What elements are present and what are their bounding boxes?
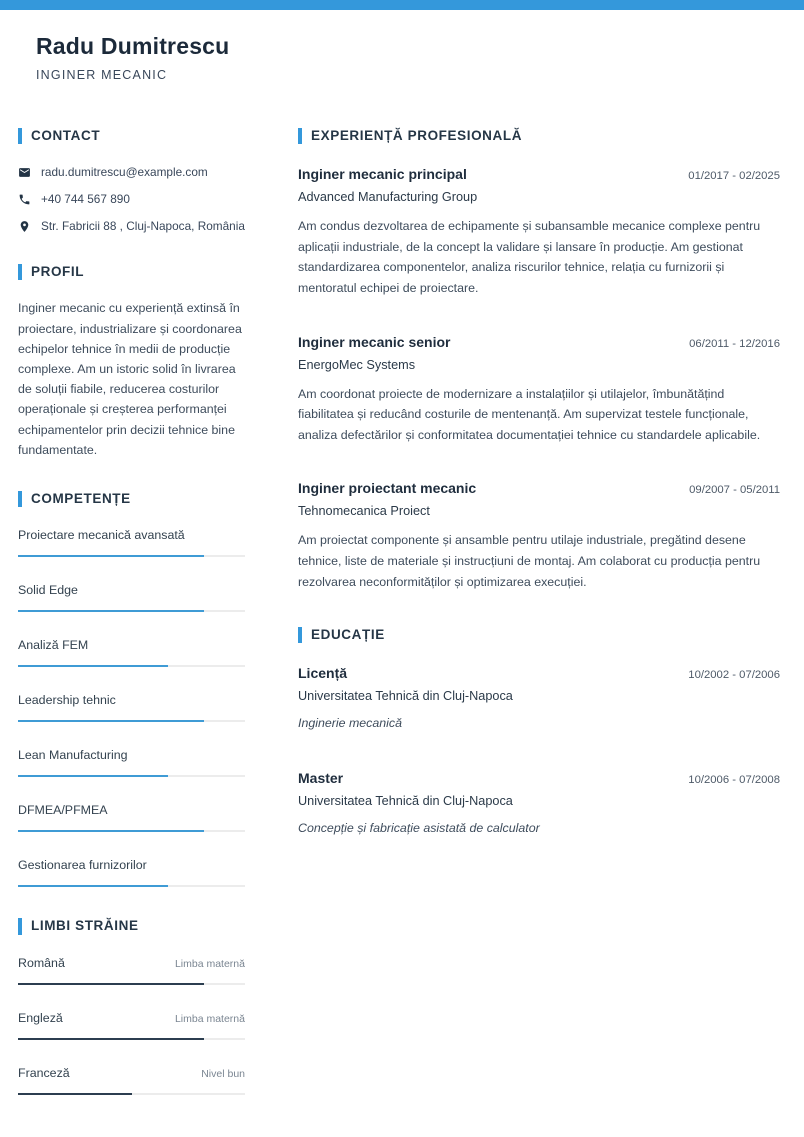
- language-name: Română: [18, 955, 65, 970]
- skill-item: [18, 583, 245, 612]
- experience-company: Advanced Manufacturing Group: [298, 190, 478, 205]
- profile-section: [18, 264, 245, 460]
- experience-dates: 06/2011 - 12/2016: [689, 337, 780, 350]
- language-row: [18, 1011, 245, 1025]
- language-item: [18, 956, 245, 985]
- experience-job-title: Inginer mecanic senior: [298, 333, 451, 350]
- skill-bar-fill: [18, 775, 168, 777]
- education-field: Concepție și fabricație asistată de calculator: [298, 821, 540, 836]
- experience-item: [298, 166, 780, 298]
- skill-label: Gestionarea furnizorilor: [18, 858, 147, 873]
- candidate-name: Radu Dumitrescu: [36, 33, 230, 59]
- sidebar: [18, 128, 245, 1126]
- education-degree: Master: [298, 770, 344, 787]
- contact-text: +40 744 567 890: [41, 192, 130, 207]
- skill-label: Proiectare mecanică avansată: [18, 528, 185, 543]
- education-item: [298, 770, 780, 835]
- language-item: [18, 1011, 245, 1040]
- education-section: [298, 627, 780, 835]
- skill-bar-fill: [18, 830, 204, 832]
- skill-bar-track: [18, 775, 245, 777]
- email-icon: [18, 166, 31, 179]
- experience-section: [298, 128, 780, 592]
- experience-company: Tehnomecanica Proiect: [298, 504, 430, 519]
- skills-heading: COMPETENȚE: [18, 491, 245, 507]
- education-degree: Licență: [298, 665, 348, 682]
- contact-item: [18, 219, 245, 233]
- language-bar-track: [18, 983, 245, 985]
- content-columns: [0, 128, 804, 1126]
- contact-list: [18, 165, 245, 233]
- experience-heading: EXPERIENȚĂ PROFESIONALĂ: [298, 128, 780, 144]
- skill-item: [18, 748, 245, 777]
- skill-bar-track: [18, 885, 245, 887]
- contact-item: [18, 192, 245, 206]
- skill-item: [18, 803, 245, 832]
- skill-bar-fill: [18, 610, 204, 612]
- experience-item: [298, 480, 780, 592]
- languages-heading: LIMBI STRĂINE: [18, 918, 245, 934]
- language-item: [18, 1066, 245, 1095]
- language-level: Limba maternă: [174, 957, 245, 970]
- language-bar-fill: [18, 983, 204, 985]
- skill-bar-fill: [18, 885, 168, 887]
- contact-text: Str. Fabricii 88 , Cluj-Napoca, România: [41, 219, 245, 234]
- education-list: [298, 665, 780, 835]
- skill-bar-fill: [18, 720, 204, 722]
- experience-item-header: [298, 480, 780, 496]
- experience-description: Am proiectat componente și ansamble pentru utilaje industriale, pregătind desene tehnice, liste de materiale și instrucțiuni de montaj. Am colaborat cu producția pentru rezolvarea neconformităților și optimizarea execuției.: [298, 533, 761, 589]
- education-item: [298, 665, 780, 730]
- skill-item: [18, 858, 245, 887]
- language-bar-fill: [18, 1038, 204, 1040]
- language-bar-track: [18, 1038, 245, 1040]
- language-level: Nivel bun: [201, 1067, 245, 1080]
- skill-label: Analiză FEM: [18, 638, 89, 653]
- experience-dates: 01/2017 - 02/2025: [688, 170, 780, 183]
- experience-list: [298, 166, 780, 592]
- phone-icon: [18, 193, 31, 206]
- language-name: Franceză: [18, 1065, 70, 1080]
- education-school: Universitatea Tehnică din Cluj-Napoca: [298, 689, 513, 704]
- experience-description: Am condus dezvoltarea de echipamente și subansamble mecanice complexe pentru aplicații industriale, de la concept la validare și lansare în producție. Am gestionat standardizarea componentelor, analiza riscurilor tehnice, relația cu furnizorii și mentoratul echipei de proiectare.: [298, 219, 761, 295]
- candidate-job-title: INGINER MECANIC: [36, 68, 168, 82]
- skill-label: DFMEA/PFMEA: [18, 803, 108, 818]
- education-dates: 10/2002 - 07/2006: [688, 669, 780, 682]
- skill-label: Leadership tehnic: [18, 693, 116, 708]
- profile-heading: PROFIL: [18, 264, 245, 280]
- skill-label: Solid Edge: [18, 583, 78, 598]
- skill-item: [18, 638, 245, 667]
- experience-job-title: Inginer proiectant mecanic: [298, 480, 477, 497]
- contact-heading: CONTACT: [18, 128, 245, 144]
- top-accent-bar: [0, 0, 804, 10]
- language-row: [18, 1066, 245, 1080]
- skill-bar-track: [18, 830, 245, 832]
- education-dates: 10/2006 - 07/2008: [688, 774, 780, 787]
- education-heading: EDUCAȚIE: [298, 627, 780, 643]
- education-field: Inginerie mecanică: [298, 716, 403, 731]
- language-level: Limba maternă: [174, 1012, 245, 1025]
- skill-label: Lean Manufacturing: [18, 748, 128, 763]
- skill-bar-track: [18, 720, 245, 722]
- location-icon: [18, 220, 31, 233]
- skill-bar-track: [18, 610, 245, 612]
- experience-company: EnergoMec Systems: [298, 357, 416, 372]
- skill-bar-fill: [18, 555, 204, 557]
- resume-header: [0, 10, 804, 82]
- skill-bar-fill: [18, 665, 168, 667]
- skill-bar-track: [18, 555, 245, 557]
- contact-section: [18, 128, 245, 233]
- contact-item: [18, 165, 245, 179]
- education-item-header: [298, 665, 780, 681]
- language-list: [18, 956, 245, 1095]
- skill-item: [18, 528, 245, 557]
- language-name: Engleză: [18, 1010, 63, 1025]
- skill-bar-track: [18, 665, 245, 667]
- language-bar-fill: [18, 1093, 132, 1095]
- education-item-header: [298, 770, 780, 786]
- experience-item-header: [298, 334, 780, 350]
- language-bar-track: [18, 1093, 245, 1095]
- skill-item: [18, 693, 245, 722]
- experience-dates: 09/2007 - 05/2011: [689, 484, 780, 497]
- language-row: [18, 956, 245, 970]
- experience-description: Am coordonat proiecte de modernizare a instalațiilor și utilajelor, îmbunătățind fiabilitatea și reducând costurile de mentenanță. Am supervizat testele funcționale, analiza defectărilor și conformitatea documentației tehnice cu standardele aplicabile.: [298, 386, 761, 442]
- skills-section: [18, 491, 245, 887]
- education-school: Universitatea Tehnică din Cluj-Napoca: [298, 794, 513, 809]
- experience-item: [298, 334, 780, 446]
- main-column: [298, 128, 780, 875]
- languages-section: [18, 918, 245, 1094]
- profile-text: Inginer mecanic cu experiență extinsă în proiectare, industrializare și coordonarea echipelor tehnice în medii de producție complexe. Am un istoric solid în livrarea de soluții fiabile, reducerea costurilor operaționale și creșterea performanței echipamentelor prin decizii tehnice bine fundamentate.: [18, 301, 242, 457]
- contact-text: radu.dumitrescu@example.com: [41, 165, 208, 180]
- experience-item-header: [298, 166, 780, 182]
- skill-list: [18, 528, 245, 887]
- experience-job-title: Inginer mecanic principal: [298, 166, 467, 183]
